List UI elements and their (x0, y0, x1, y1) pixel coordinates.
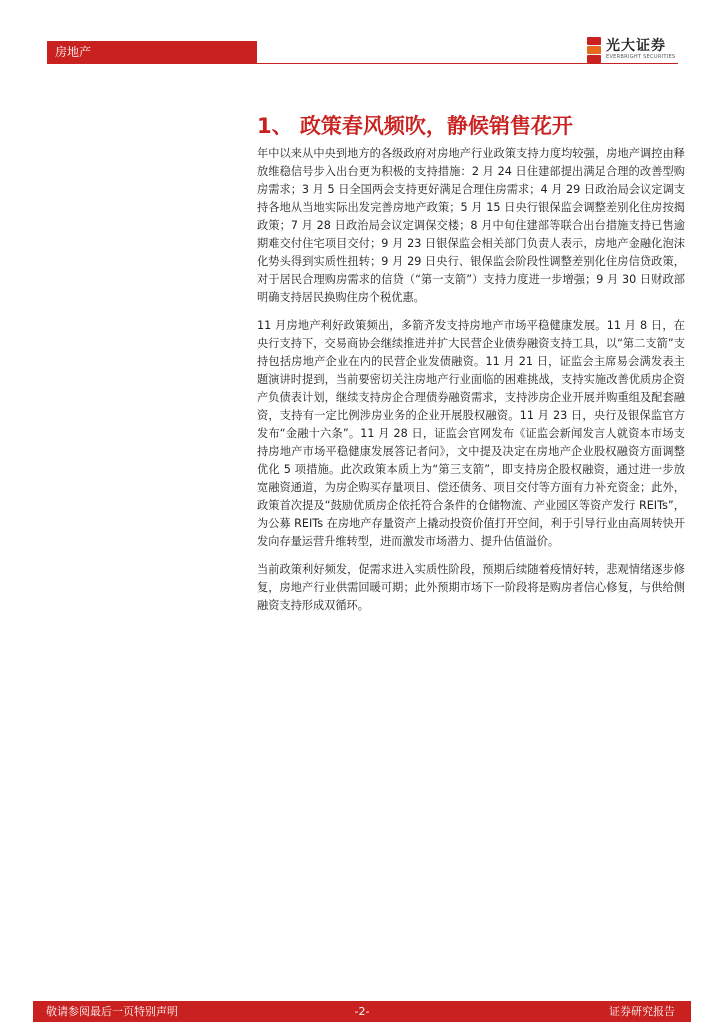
paragraph: 当前政策利好频发，促需求进入实质性阶段，预期后续随着疫情好转，悲观情绪逐步修复，房地产行业供需回暖可期；此外预期市场下一阶段将是购房者信心修复，与供给侧融资支持形成双循环。 (257, 563, 685, 612)
logo-name-cn: 光大证券 (606, 38, 666, 54)
footer-disclaimer: 敬请参阅最后一页特别声明 (46, 1005, 178, 1018)
paragraph: 11 月房地产利好政策频出，多箭齐发支持房地产市场平稳健康发展。11 月 8 日，在央行支持下，交易商协会继续推进并扩大民营企业债券融资支持工具，以“第二支箭”支持包括房地产企业在内的民营企业发债融资。11 月 21 日，证监会主席易会满发表主题演讲时提到，当前要密切关注房地产行业面临的困难挑战，支持实施改善优质房企资产负债表计划，继续支持房企合理债券融资需求，支持涉房企业开展并购重组及配套融资，支持有一定比例涉房业务的企业开展股权融资。11 月 23 日，央行及银保监官方发布“金融十六条”。11 月 28 日，证监会官网发布《证监会新闻发言人就资本市场支持房地产市场平稳健康发展答记者问》，文中提及决定在房地产企业股权融资方面调整优化 5 项措施。此次政策本质上为“第三支箭”，即支持房企股权融资，通过进一步放宽融资通道，为房企购买存量项目、偿还债务、项目交付等方面有力补充资金；此外，政策首次提及“鼓励优质房企依托符合条件的仓储物流、产业园区等资产发行 REITs”，为公募 REITs 在房地产存量资产上撬动投资价值打开空间，利于引导行业由高周转快开发向存量运营升维转型，进而激发市场潜力、提升估值溢价。 (257, 319, 685, 548)
paragraph: 年中以来从中央到地方的各级政府对房地产行业政策支持力度均较强，房地产调控由释放维稳信号步入出台更为积极的支持措施：2 月 24 日住建部提出满足合理的改善型购房需求；3 月 5 日全国两会支持更好满足合理住房需求；4 月 29 日政治局会议定调支持各地从当地实际出发完善房地产政策；5 月 15 日央行银保监会调整差别化住房按揭政策；7 月 28 日政治局会议定调保交楼；8 月中旬住建部等联合出台措施支持已售逾期难交付住宅项目交付；9 月 23 日银保监会相关部门负责人表示，房地产金融化泡沫化势头得到实质性扭转；9 月 29 日央行、银保监会阶段性调整差别化住房信贷政策，对于居民合理购房需求的信贷（“第一支箭”）支持力度进一步增强；9 月 30 日财政部明确支持居民换购住房个税优惠。 (257, 147, 685, 304)
body-content (257, 145, 685, 625)
page-number: -2- (354, 1005, 370, 1018)
logo-name-en: EVERBRIGHT SECURITIES (606, 54, 676, 60)
brand-logo (587, 36, 687, 64)
section-title: 1、 政策春风频吹，静候销售花开 (257, 114, 573, 138)
category-label: 房地产 (55, 45, 92, 59)
footer-bar (33, 1001, 691, 1022)
category-tab (47, 41, 257, 64)
report-type: 证券研究报告 (609, 1005, 675, 1018)
logo-mark-icon (587, 37, 601, 63)
